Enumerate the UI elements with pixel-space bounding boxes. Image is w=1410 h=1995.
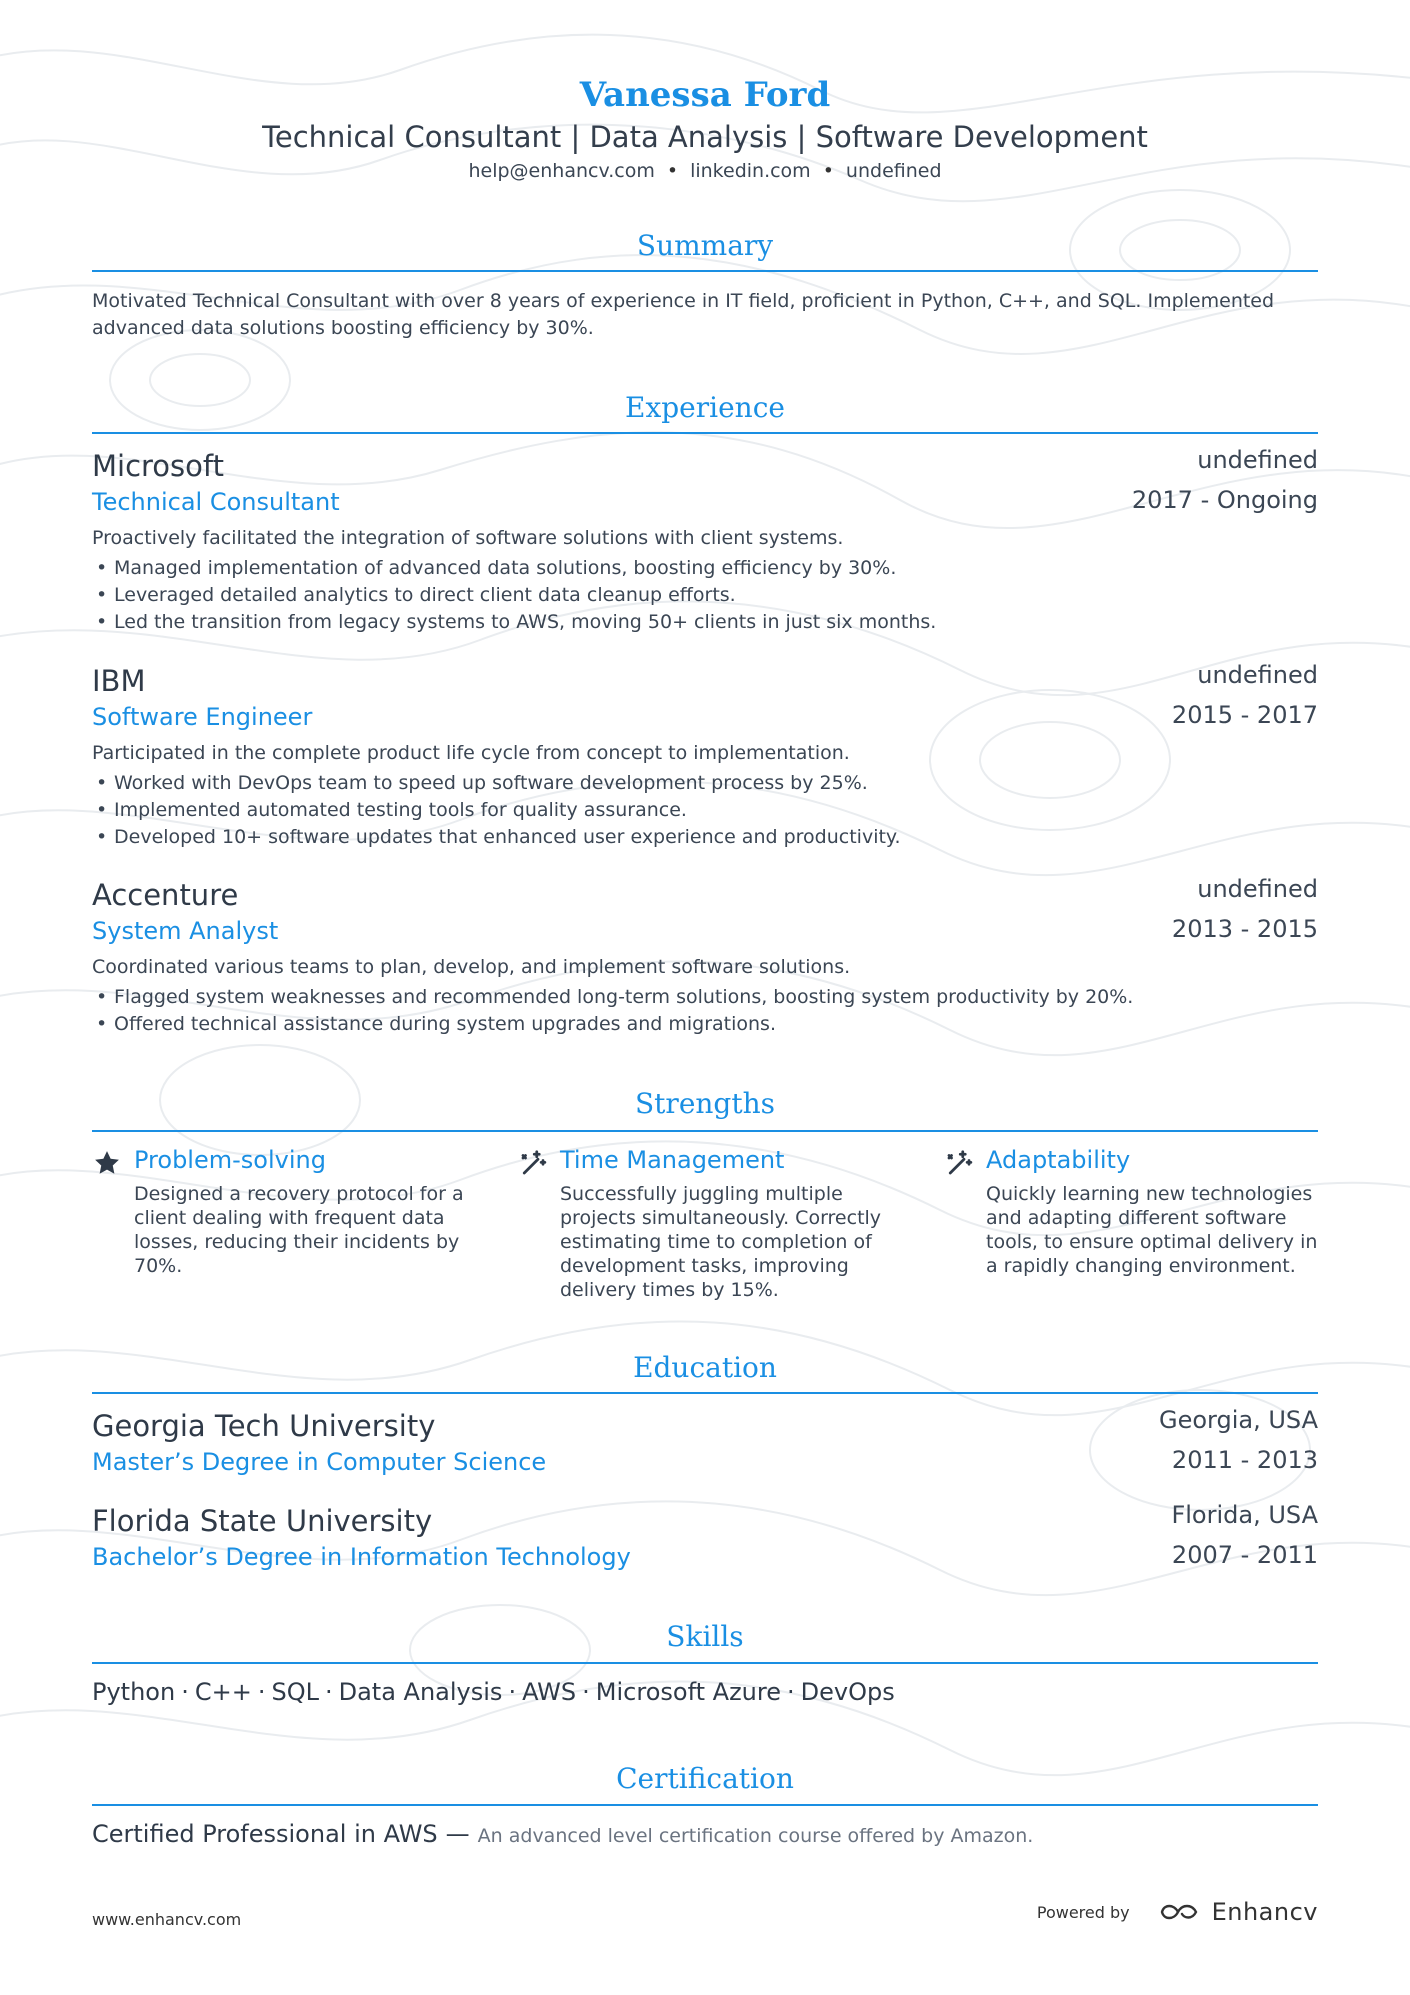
strengths-divider (92, 1130, 1318, 1132)
company-name: Microsoft (92, 449, 224, 483)
education-dates: 2011 - 2013 (1171, 1446, 1318, 1474)
powered-by-label: Powered by (1036, 1902, 1130, 1922)
job-bullet: • Managed implementation of advanced data solutions, boosting efficiency by 30%. (92, 555, 936, 582)
email-link[interactable]: help@enhancv.com (468, 160, 655, 182)
job-dates: 2017 - Ongoing (1131, 486, 1318, 514)
experience-heading: Experience (625, 391, 785, 424)
experience-divider (92, 432, 1318, 434)
job-bullet: • Flagged system weaknesses and recommended long-term solutions, boosting system productivity by 20%. (92, 984, 1133, 1011)
skill-item: C++ (194, 1678, 252, 1706)
candidate-name: Vanessa Ford (579, 75, 831, 115)
school-location: Florida, USA (1171, 1501, 1318, 1529)
school-name: Florida State University (92, 1504, 433, 1538)
job-location: undefined (1197, 446, 1318, 474)
job-title: Software Engineer (92, 703, 313, 731)
linkedin-link[interactable]: linkedin.com (690, 160, 811, 182)
skill-item: SQL (271, 1678, 319, 1706)
strength-description: Quickly learning new technologies and adapting different software tools, to ensure optimal delivery in a rapidly changing environment. (986, 1183, 1318, 1277)
summary-heading: Summary (636, 229, 774, 262)
strengths-heading: Strengths (635, 1087, 775, 1120)
job-bullet: • Developed 10+ software updates that enhanced user experience and productivity. (92, 824, 901, 851)
candidate-headline: Technical Consultant | Data Analysis | Software Development (262, 120, 1148, 154)
summary-text: Motivated Technical Consultant with over 8 years of experience in IT field, proficient in Python, C++, and SQL. Implemented advanced data solutions boosting efficiency by 30%. (92, 290, 1275, 339)
footer-website[interactable]: www.enhancv.com (92, 1910, 242, 1929)
job-bullet: • Implemented automated testing tools for quality assurance. (92, 797, 901, 824)
certification-divider (92, 1804, 1318, 1806)
education-heading: Education (633, 1351, 777, 1384)
job-dates: 2015 - 2017 (1171, 701, 1318, 729)
job-bullets (92, 555, 936, 636)
strength-description: Designed a recovery protocol for a client dealing with frequent data losses, reducing their incidents by 70%. (134, 1183, 464, 1277)
company-name: IBM (92, 664, 146, 698)
job-bullet: • Worked with DevOps team to speed up software development process by 25%. (92, 770, 901, 797)
education-dates: 2007 - 2011 (1171, 1541, 1318, 1569)
brand-name: Enhancv (1211, 1898, 1318, 1926)
skill-item: Python (92, 1678, 176, 1706)
degree-name: Master’s Degree in Computer Science (92, 1448, 547, 1476)
certification-heading: Certification (616, 1762, 794, 1795)
skills-list: Python · C++ · SQL · Data Analysis · AWS · Microsoft Azure · DevOps (92, 1678, 895, 1706)
strength-title: Time Management (560, 1146, 785, 1174)
job-bullet: • Offered technical assistance during system upgrades and migrations. (92, 1011, 1133, 1038)
skill-item: Data Analysis (338, 1678, 503, 1706)
skill-item: DevOps (800, 1678, 895, 1706)
footer-branding[interactable] (1037, 1898, 1318, 1926)
job-description: Proactively facilitated the integration of software solutions with client systems. (92, 527, 844, 549)
skills-divider (92, 1662, 1318, 1664)
contact-line (92, 160, 1318, 183)
certification-name: Certified Professional in AWS (92, 1820, 438, 1848)
location-text: undefined (845, 160, 942, 182)
certification-description: An advanced level certification course offered by Amazon. (477, 1825, 1034, 1847)
skill-item: Microsoft Azure (595, 1678, 781, 1706)
skills-heading: Skills (666, 1620, 744, 1653)
strength-title: Problem-solving (134, 1146, 326, 1174)
magic-wand-icon (944, 1148, 974, 1178)
job-description: Coordinated various teams to plan, develop, and implement software solutions. (92, 956, 851, 978)
job-bullets (92, 984, 1133, 1038)
school-name: Georgia Tech University (92, 1409, 436, 1443)
job-dates: 2013 - 2015 (1171, 915, 1318, 943)
job-bullet: • Led the transition from legacy systems to AWS, moving 50+ clients in just six months. (92, 609, 936, 636)
resume-page (92, 0, 1318, 1995)
job-title: System Analyst (92, 917, 279, 945)
education-divider (92, 1392, 1318, 1394)
separator-dot: • (666, 160, 679, 182)
strength-description: Successfully juggling multiple projects simultaneously. Correctly estimating time to completion of development tasks, improving delivery times by 15%. (560, 1183, 882, 1301)
job-location: undefined (1197, 661, 1318, 689)
strength-title: Adaptability (986, 1146, 1131, 1174)
company-name: Accenture (92, 878, 239, 912)
job-description: Participated in the complete product life cycle from concept to implementation. (92, 742, 850, 764)
degree-name: Bachelor’s Degree in Information Technology (92, 1543, 631, 1571)
summary-divider (92, 270, 1318, 272)
job-bullet: • Leveraged detailed analytics to direct client data cleanup efforts. (92, 582, 936, 609)
school-location: Georgia, USA (1158, 1406, 1318, 1434)
enhancv-logo-icon (1156, 1899, 1202, 1925)
job-location: undefined (1197, 875, 1318, 903)
separator-dot: • (822, 160, 834, 182)
star-icon (92, 1148, 122, 1178)
certification-entry (92, 1822, 1033, 1846)
skill-item: AWS (522, 1678, 577, 1706)
certification-separator: — (445, 1820, 470, 1848)
job-bullets (92, 770, 901, 851)
magic-wand-icon (518, 1148, 548, 1178)
job-title: Technical Consultant (92, 488, 340, 516)
